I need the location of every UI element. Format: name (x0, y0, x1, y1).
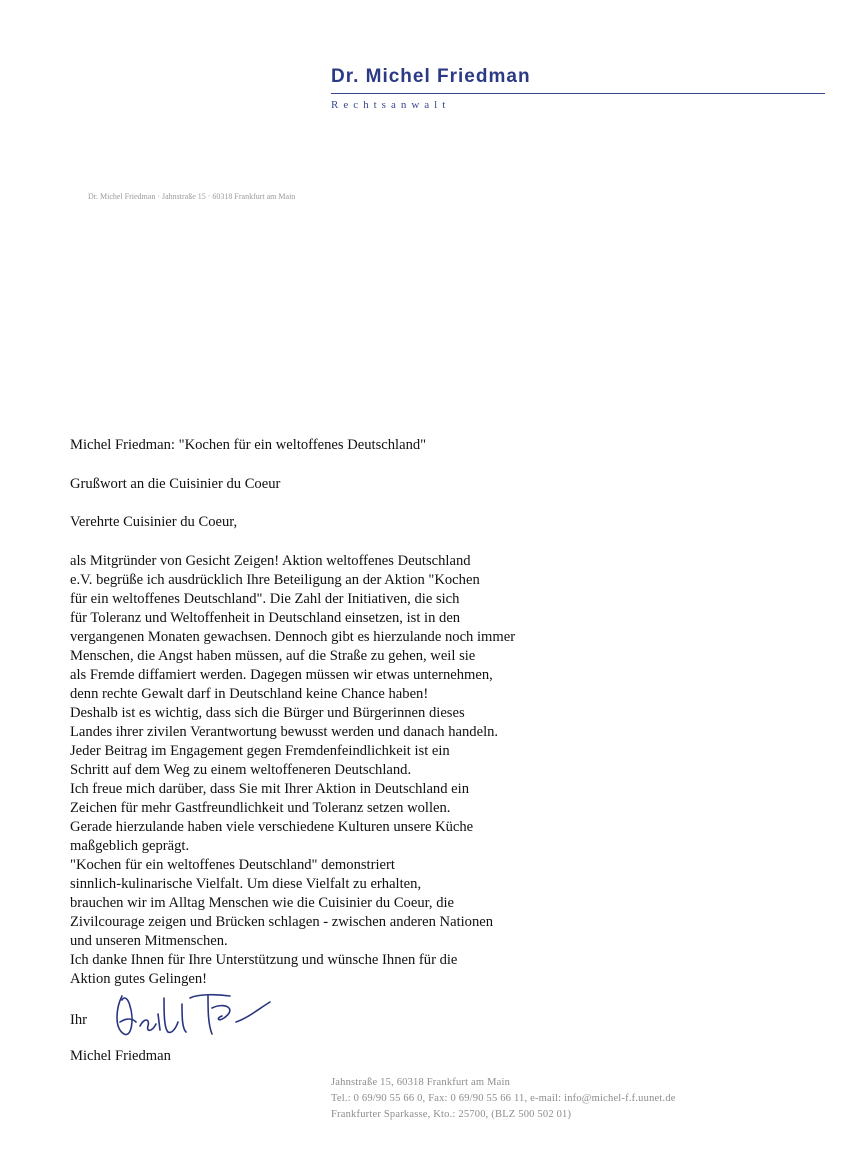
body-line: denn rechte Gewalt darf in Deutschland keine Chance haben! (70, 686, 429, 702)
body-line: vergangenen Monaten gewachsen. Dennoch gibt es hierzulande noch immer (70, 629, 516, 645)
letterhead-divider (331, 93, 825, 94)
footer-bank: Frankfurter Sparkasse, Kto.: 25700, (BLZ 500 502 01) (331, 1109, 572, 1120)
body-line: für Toleranz und Weltoffenheit in Deutschland einsetzen, ist in den (70, 610, 461, 626)
letterhead-title: Rechtsanwalt (331, 99, 451, 111)
body-line: Menschen, die Angst haben müssen, auf die Straße zu gehen, weil sie (70, 648, 476, 664)
body-line: Gerade hierzulande haben viele verschiedene Kulturen unsere Küche (70, 819, 474, 835)
body-line: für ein weltoffenes Deutschland". Die Zahl der Initiativen, die sich (70, 591, 460, 607)
letterhead-name: Dr. Michel Friedman (331, 66, 531, 87)
body-line: Ich freue mich darüber, dass Sie mit Ihrer Aktion in Deutschland ein (70, 781, 470, 797)
body-line: Landes ihrer zivilen Verantwortung bewusst werden und danach handeln. (70, 724, 499, 740)
body-line: sinnlich-kulinarische Vielfalt. Um diese Vielfalt zu erhalten, (70, 876, 422, 892)
letter-closing: Ihr (70, 1012, 88, 1028)
body-line: Deshalb ist es wichtig, dass sich die Bürger und Bürgerinnen dieses (70, 705, 465, 721)
body-line: Jeder Beitrag im Engagement gegen Fremdenfeindlichkeit ist ein (70, 743, 450, 759)
footer-contact: Tel.: 0 69/90 55 66 0, Fax: 0 69/90 55 66 11, e-mail: info@michel-f.f.uunet.de (331, 1093, 676, 1104)
body-line: Aktion gutes Gelingen! (70, 971, 207, 987)
body-line: e.V. begrüße ich ausdrücklich Ihre Beteiligung an der Aktion "Kochen (70, 572, 480, 588)
letter-salutation: Verehrte Cuisinier du Coeur, (70, 514, 238, 530)
body-line: und unseren Mitmenschen. (70, 933, 228, 949)
body-line: Schritt auf dem Weg zu einem weltoffeneren Deutschland. (70, 762, 412, 778)
body-line: als Fremde diffamiert werden. Dagegen müssen wir etwas unternehmen, (70, 667, 493, 683)
body-line: Ich danke Ihnen für Ihre Unterstützung und wünsche Ihnen für die (70, 952, 458, 968)
body-line: als Mitgründer von Gesicht Zeigen! Aktion weltoffenes Deutschland (70, 553, 471, 569)
body-line: brauchen wir im Alltag Menschen wie die Cuisinier du Coeur, die (70, 895, 455, 911)
signature-name: Michel Friedman (70, 1048, 171, 1064)
handwritten-signature (112, 988, 282, 1048)
body-line: Zeichen für mehr Gastfreundlichkeit und Toleranz setzen wollen. (70, 800, 451, 816)
letter-subheading: Grußwort an die Cuisinier du Coeur (70, 476, 281, 492)
body-line: maßgeblich geprägt. (70, 838, 190, 854)
body-line: "Kochen für ein weltoffenes Deutschland" demonstriert (70, 857, 395, 873)
footer-address: Jahnstraße 15, 60318 Frankfurt am Main (331, 1077, 511, 1088)
letter-subject: Michel Friedman: "Kochen für ein weltoffenes Deutschland" (70, 437, 427, 453)
sender-address-line: Dr. Michel Friedman · Jahnstraße 15 · 60318 Frankfurt am Main (88, 192, 296, 201)
body-line: Zivilcourage zeigen und Brücken schlagen - zwischen anderen Nationen (70, 914, 494, 930)
